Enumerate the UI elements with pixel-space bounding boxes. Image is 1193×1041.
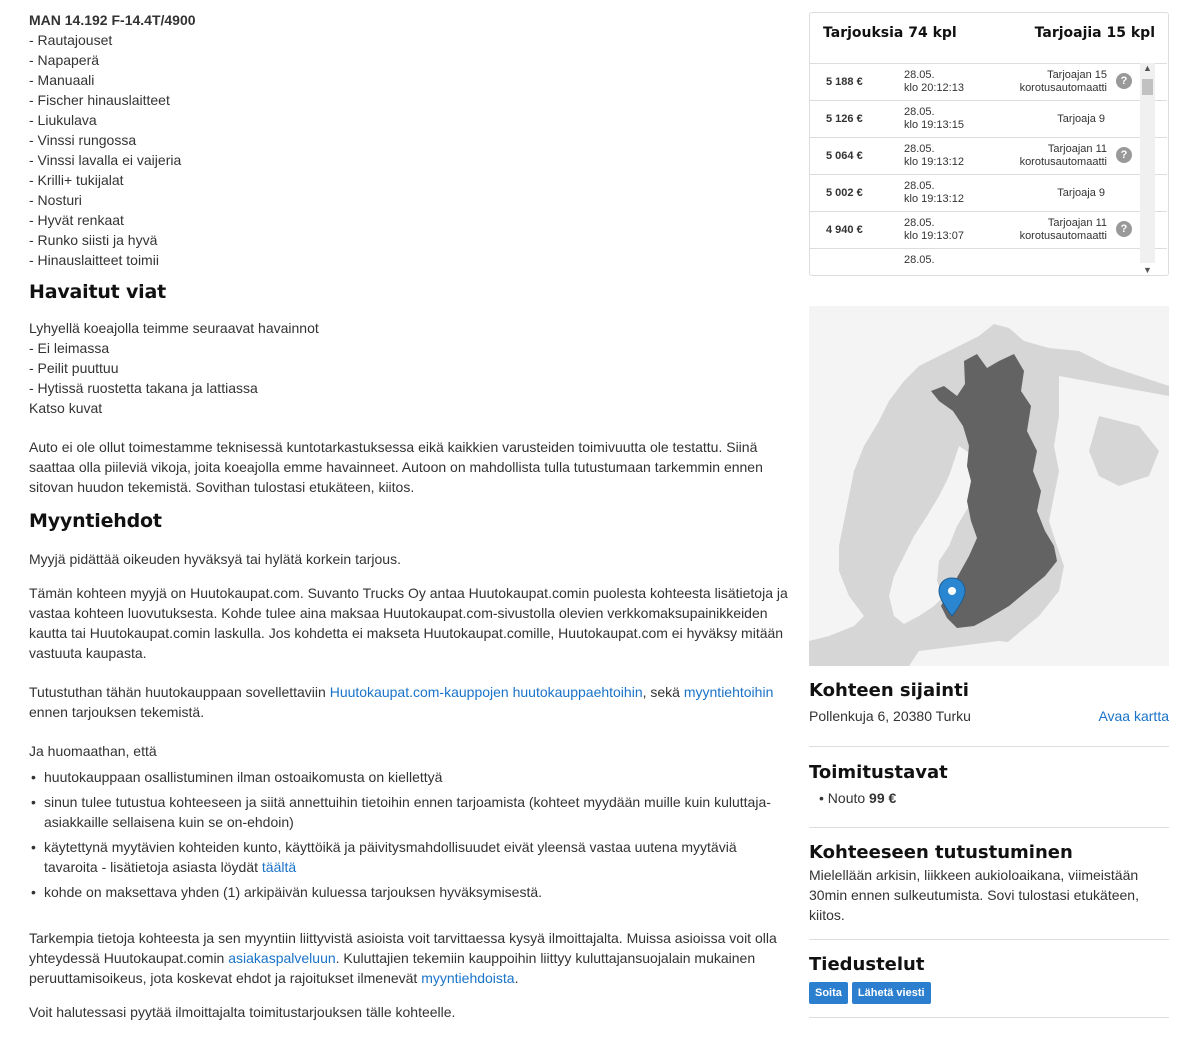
delivery-method bbox=[809, 788, 1169, 808]
bid-row bbox=[810, 212, 1167, 249]
open-map-link[interactable]: Avaa kartta bbox=[1098, 708, 1169, 724]
terms-seller-right: Myyjä pidättää oikeuden hyväksyä tai hylätä korkein tarjous. bbox=[29, 551, 401, 567]
item-description bbox=[29, 10, 789, 1022]
help-icon[interactable]: ? bbox=[1116, 73, 1132, 89]
help-icon[interactable]: ? bbox=[1116, 221, 1132, 237]
terms-text: , sekä bbox=[642, 684, 684, 700]
location-row bbox=[809, 706, 1169, 730]
equipment-item: - Vinssi rungossa bbox=[29, 132, 137, 148]
scroll-up-icon[interactable]: ▲ bbox=[1143, 63, 1152, 73]
auction-terms-link[interactable]: Huutokaupat.com-kauppojen huutokauppaehtoihin bbox=[329, 684, 643, 700]
viewing-heading: Kohteeseen tutustuminen bbox=[809, 842, 1073, 863]
equipment-item: - Fischer hinauslaitteet bbox=[29, 92, 170, 108]
vehicle-title: MAN 14.192 F-14.4T/4900 bbox=[29, 12, 196, 28]
offers-count: Tarjouksia 74 kpl bbox=[823, 25, 957, 41]
call-button[interactable]: Soita bbox=[809, 982, 848, 1004]
bidder: Tarjoajan 11 korotusautomaatti bbox=[1019, 143, 1107, 168]
customer-service-link[interactable]: asiakaspalveluun bbox=[228, 950, 336, 966]
divider bbox=[809, 827, 1169, 828]
bid-amount: 5 188 € bbox=[826, 76, 863, 88]
bid-amount: 4 940 € bbox=[826, 224, 863, 236]
equipment-item: - Manuaali bbox=[29, 72, 95, 88]
terms-bullet: • kohde on maksettava yhden (1) arkipäivän kuluessa tarjouksen hyväksymisestä. bbox=[29, 882, 789, 902]
terms-conditions-paragraph bbox=[29, 682, 789, 722]
bid-history-panel bbox=[809, 12, 1169, 276]
item-sidebar bbox=[809, 676, 1169, 1018]
bidder: Tarjoajan 11 korotusautomaatti bbox=[1019, 217, 1107, 242]
sales-conditions-link[interactable]: myyntiehdoista bbox=[421, 970, 515, 986]
bid-amount: 5 002 € bbox=[826, 187, 863, 199]
bullet: • bbox=[819, 790, 824, 806]
send-message-button[interactable]: Lähetä viesti bbox=[852, 982, 931, 1004]
faults-list bbox=[29, 318, 789, 418]
terms-bullet: • huutokauppaan osallistuminen ilman ostoaikomusta on kiellettyä bbox=[29, 767, 789, 787]
bid-row bbox=[810, 64, 1167, 101]
faults-line: - Ei leimassa bbox=[29, 340, 110, 356]
equipment-item: - Vinssi lavalla ei vaijeria bbox=[29, 152, 182, 168]
terms-text: . Kuluttajien tekemiin kauppoihin liittyy kuluttajansuojalain mukainen peruuttamisoikeus, jota koskevat ehdot ja rajoitukset ilmenevät bbox=[29, 950, 756, 986]
bid-time: 28.05. klo 19:13:12 bbox=[904, 143, 964, 168]
terms-notice-intro: Ja huomaathan, että bbox=[29, 743, 157, 759]
sales-terms-link[interactable]: myyntiehtoihin bbox=[683, 684, 774, 700]
bid-row bbox=[810, 175, 1167, 212]
faults-heading: Havaitut viat bbox=[29, 281, 166, 303]
more-info-link[interactable]: täältä bbox=[261, 859, 297, 875]
terms-text: ennen tarjouksen tekemistä. bbox=[29, 704, 205, 720]
terms-bullet-list bbox=[29, 767, 789, 902]
equipment-item: - Runko siisti ja hyvä bbox=[29, 232, 158, 248]
inspection-note: Auto ei ole ollut toimestamme teknisessä kuntotarkastuksessa eikä kaikkien varusteiden toimivuutta ole testattu. Siinä saattaa olla piileviä vikoja, joita koeajolla emme havainneet. Autoon on mahdollista tulla tutustumaan tarkemmin ennen sitovan huudon tekemistä. Sovithan tulostasi etukäteen, kiitos. bbox=[29, 439, 763, 495]
bid-time: 28.05. klo 19:13:12 bbox=[904, 180, 964, 205]
faults-line: - Peilit puuttuu bbox=[29, 360, 119, 376]
equipment-item: - Hinauslaitteet toimii bbox=[29, 252, 159, 268]
help-icon[interactable]: ? bbox=[1116, 147, 1132, 163]
divider bbox=[809, 939, 1169, 940]
terms-bullet: • sinun tulee tutustua kohteeseen ja siitä annettuihin tietoihin ennen tarjoamista (kohteet myydään muille kuin kuluttaja-asiakkaille sellaisena kuin se on-ehdoin) bbox=[29, 792, 789, 832]
divider bbox=[809, 1017, 1169, 1018]
bid-time: 28.05. klo 19:13:07 bbox=[904, 217, 964, 242]
terms-contact-paragraph bbox=[29, 928, 789, 988]
delivery-offer-note: Voit halutessasi pyytää ilmoittajalta toimitustarjouksen tälle kohteelle. bbox=[29, 1004, 456, 1020]
equipment-item: - Krilli+ tukijalat bbox=[29, 172, 124, 188]
bid-row bbox=[810, 249, 1167, 275]
terms-text: Tutustuthan tähän huutokauppaan sovellettaviin bbox=[29, 684, 330, 700]
terms-bullet-text: käytettynä myytävien kohteiden kunto, käyttöikä ja päivitysmahdollisuudet eivät yleensä vastaa uutena myytäviä tavaroita - lisätietoja asiasta löydät bbox=[44, 839, 737, 875]
equipment-item: - Napaperä bbox=[29, 52, 100, 68]
bid-row bbox=[810, 138, 1167, 175]
faults-line: - Hytissä ruostetta takana ja lattiassa bbox=[29, 380, 258, 396]
location-heading: Kohteen sijainti bbox=[809, 680, 969, 701]
scrollbar-thumb[interactable] bbox=[1142, 79, 1153, 95]
bid-amount: 5 064 € bbox=[826, 150, 863, 162]
location-address: Pollenkuja 6, 20380 Turku bbox=[809, 708, 971, 724]
bid-list[interactable] bbox=[810, 63, 1167, 275]
equipment-list bbox=[29, 30, 789, 270]
equipment-item: - Nosturi bbox=[29, 192, 82, 208]
bidder: Tarjoajan 15 korotusautomaatti bbox=[1019, 69, 1107, 94]
map-graphic bbox=[809, 306, 1169, 666]
terms-seller-info: Tämän kohteen myyjä on Huutokaupat.com. Suvanto Trucks Oy antaa Huutokaupat.comin puolesta kohteesta lisätietoja ja vastaa kohteen luovutuksesta. Kohde tulee aina maksaa Huutokaupat.com-sivustolla olevien verkkomaksupainikkeiden kautta tai Huutokaupat.comin laskulla. Jos kohdetta ei makseta Huutokaupat.comille, Huutokaupat.com ei hyväksy mitään vastuuta kaupasta. bbox=[29, 585, 788, 661]
faults-line: Lyhyellä koeajolla teimme seuraavat havainnot bbox=[29, 320, 319, 336]
bidders-count: Tarjoajia 15 kpl bbox=[1034, 25, 1155, 41]
terms-bullet bbox=[29, 837, 789, 877]
equipment-item: - Liukulava bbox=[29, 112, 97, 128]
delivery-method-name: Nouto bbox=[827, 790, 866, 806]
delivery-price: 99 € bbox=[869, 790, 897, 806]
delivery-heading: Toimitustavat bbox=[809, 762, 948, 783]
terms-text: Tarkempia tietoja kohteesta ja sen myyntiin liittyvistä asioista voit tarvittaessa kysyä ilmoittajalta. Muissa asioissa voit olla yhteydessä Huutokaupat.comin bbox=[29, 930, 777, 966]
terms-heading: Myyntiehdot bbox=[29, 510, 162, 532]
bid-time: 28.05. bbox=[904, 254, 935, 266]
viewing-text: Mielellään arkisin, liikkeen aukioloaikana, viimeistään 30min ennen sulkeutumista. Sovi tulostasi etukäteen, kiitos. bbox=[809, 867, 1139, 923]
inquiry-actions bbox=[809, 981, 1169, 1003]
bidder: Tarjoaja 9 bbox=[1057, 187, 1105, 199]
divider bbox=[809, 746, 1169, 747]
bid-amount: 5 126 € bbox=[826, 113, 863, 125]
scroll-down-icon[interactable]: ▼ bbox=[1143, 265, 1152, 275]
bid-list-scrollbar[interactable] bbox=[1140, 63, 1155, 275]
inquiries-heading: Tiedustelut bbox=[809, 954, 925, 975]
terms-text: . bbox=[514, 970, 519, 986]
equipment-item: - Rautajouset bbox=[29, 32, 113, 48]
bid-row bbox=[810, 101, 1167, 138]
bid-time: 28.05. klo 19:13:15 bbox=[904, 106, 964, 131]
location-map[interactable] bbox=[809, 306, 1169, 666]
faults-line: Katso kuvat bbox=[29, 400, 103, 416]
bid-time: 28.05. klo 20:12:13 bbox=[904, 69, 964, 94]
bid-summary bbox=[823, 25, 1155, 49]
bidder: Tarjoaja 9 bbox=[1057, 113, 1105, 125]
equipment-item: - Hyvät renkaat bbox=[29, 212, 124, 228]
